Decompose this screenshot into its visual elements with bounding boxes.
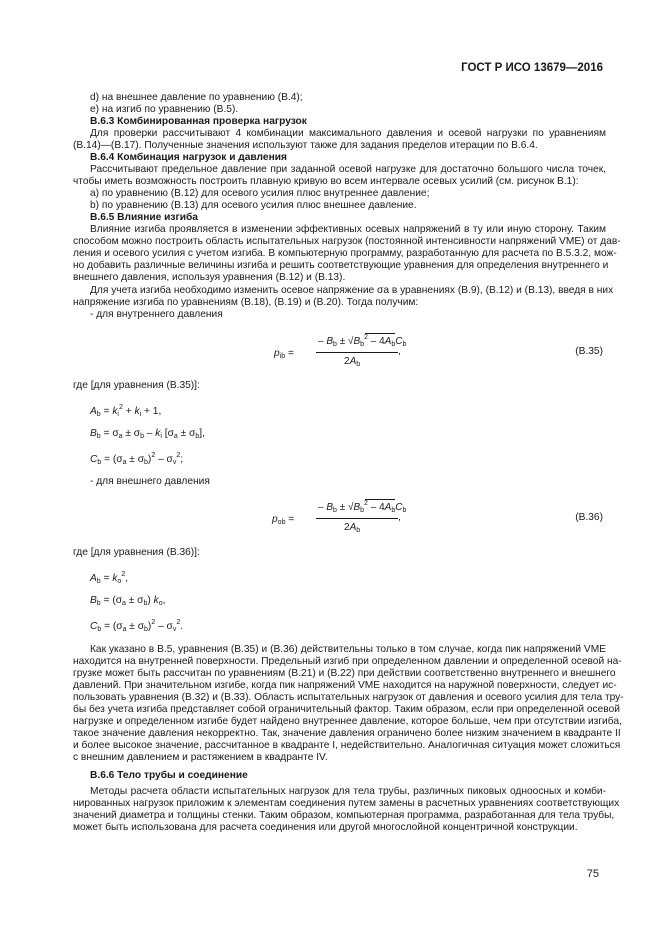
- formula-comma: ,: [398, 512, 401, 523]
- formula-denominator: $2A_b$: [344, 356, 361, 368]
- formula-comma: ,: [398, 346, 401, 357]
- text-line: находится на внутренней поверхности. Предельный изгиб при определенном давлении и определенной осевой на-: [73, 656, 622, 667]
- equation-label: (В.35): [575, 346, 603, 357]
- fraction-bar: [316, 518, 398, 519]
- text-line: напряжение изгиба по уравнениям (В.18), (В.19) и (В.20). Тогда получим:: [73, 297, 419, 308]
- text-line: e) на изгиб по уравнению (В.5).: [90, 104, 239, 115]
- page-number: 75: [586, 868, 599, 880]
- text-line: d) на внешнее давление по уравнению (В.4);: [90, 92, 303, 103]
- text-line: где [для уравнения (В.35)]:: [73, 380, 200, 391]
- formula-ab: $A_b = k_o^2$,: [90, 571, 129, 585]
- formula-bb: $B_b = \sigma_a \pm \sigma_b - k_i$ $[\sigma_a \pm \sigma_b]$,: [90, 428, 205, 440]
- text-line: давлений. При значительном изгибе, когда пик напряжений VME находится на наружной поверхности, следует ис-: [73, 680, 617, 691]
- radical-bar: [365, 333, 395, 334]
- text-line: внешнего давления, используя уравнения (В.12) и (В.13).: [73, 272, 346, 283]
- section-heading: В.6.3 Комбинированная проверка нагрузок: [90, 116, 307, 127]
- formula-pib-lhs: $p_{ib}$ =: [274, 348, 294, 360]
- formula-pob-lhs: $p_{ob}$ =: [272, 514, 295, 526]
- text-line: Для проверки рассчитывают 4 комбинации максимального давления и осевой нагрузки по уравнениям: [90, 128, 606, 139]
- formula-ab: $A_b = k_i^2 + k_i + 1$,: [90, 404, 162, 418]
- section-heading: В.6.6 Тело трубы и соединение: [90, 770, 248, 781]
- text-line: b) по уравнению (В.13) для осевого усилия плюс внешнее давление.: [90, 200, 417, 211]
- formula-cb: $C_b = (\sigma_a \pm \sigma_b)^2 - \sigma_v^2$;: [90, 452, 184, 466]
- text-line: с внешним давлением и растяжением в квадранте IV.: [73, 752, 328, 763]
- text-line: a) по уравнению (В.12) для осевого усилия плюс внутреннее давление;: [90, 188, 430, 199]
- text-line: пользовать уравнения (В.32) и (В.33). Область испытательных нагрузок от давления и осевого усилия для тела тру-: [73, 692, 624, 703]
- text-line: (В.14)—(В.17). Полученные значения используют также для задания пределов итерации по В.6.4.: [73, 140, 538, 151]
- text-line: но добавить различные величины изгиба и решить соответствующие уравнения для определения внутреннего и: [73, 260, 609, 271]
- text-line: может быть использована для расчета соединения или другой многослойной концентричной конструкции.: [73, 822, 578, 833]
- text-line: бы без учета изгиба представляет собой ограничительный фактор. Таким образом, если при определенной осевой: [73, 704, 620, 715]
- text-line: чтобы иметь возможность построить плавную кривую во всем интервале осевых усилий (см. рисунок В.1):: [73, 176, 579, 187]
- text-line: Как указано в В.5, уравнения (В.35) и (В.36) действительны только в том случае, когда пик напряжений VME: [90, 644, 606, 655]
- formula-numerator: – $B_b \pm √B_b^2 - 4A_bC_b$: [318, 334, 407, 348]
- section-heading: В.6.4 Комбинация нагрузок и давления: [90, 152, 287, 163]
- equation-label: (В.36): [575, 512, 603, 523]
- text-line: - для внутреннего давления: [90, 309, 223, 320]
- text-line: - для внешнего давления: [90, 476, 210, 487]
- text-line: Влияние изгиба проявляется в изменении эффективных осевых напряжений в ту или иную сторону. Таким: [90, 224, 606, 235]
- text-line: способом можно построить область испытательных нагрузок (постоянной интенсивности напряжений VME) от дав-: [73, 236, 621, 247]
- section-heading: В.6.5 Влияние изгиба: [90, 212, 198, 223]
- text-line: ления и осевого усилия с учетом изгиба. В компьютерную программу, разработанную для расчета по В.5.3.2, мож-: [73, 248, 617, 259]
- text-line: где [для уравнения (В.36)]:: [73, 547, 200, 558]
- text-line: и более высокое значение, рассчитанное в квадранте I, недействительно. Аналогичная ситуация может сложиться: [73, 740, 621, 751]
- radical-bar: [365, 499, 395, 500]
- text-line: нагрузке и определенном изгибе будет найдено внутреннее давление, которое больше, чем при отсутствии изгиба,: [73, 716, 622, 727]
- running-header: ГОСТ Р ИСО 13679—2016: [461, 62, 603, 74]
- fraction-bar: [316, 352, 398, 353]
- formula-cb: $C_b = (\sigma_a \pm \sigma_b)^2 - \sigma_v^2$.: [90, 619, 184, 633]
- text-line: значений диаметра и толщины стенки. Таким образом, компьютерная программа, разработанная для тела трубы,: [73, 810, 615, 821]
- formula-denominator: $2A_b$: [344, 522, 361, 534]
- text-line: Для учета изгиба необходимо изменить осевое напряжение σa в уравнениях (В.9), (В.12) и (В.13), введя в них: [90, 285, 614, 296]
- text-line: нированных нагрузок приложим к элементам соединения путем замены в расчетных уравнениях соответствующих: [73, 798, 620, 809]
- text-line: Рассчитывают предельное давление при заданной осевой нагрузке для достаточно большого числа точек,: [90, 164, 606, 175]
- formula-bb: $B_b = (\sigma_a \pm \sigma_b)$ $k_o$,: [90, 595, 166, 607]
- text-line: Методы расчета области испытательных нагрузок для тела трубы, различных пиковых одноосных и комби-: [90, 786, 606, 797]
- text-line: грузке может быть рассчитан по уравнениям (В.21) и (В.22) при действии соответственно внутреннего и внешнего: [73, 668, 616, 679]
- formula-numerator: – $B_b \pm √B_b^2 - 4A_bC_b$: [318, 500, 407, 514]
- text-line: такое значение давления некорректно. Так, значение давления ограничено более низким значением в квадранте II: [73, 728, 621, 739]
